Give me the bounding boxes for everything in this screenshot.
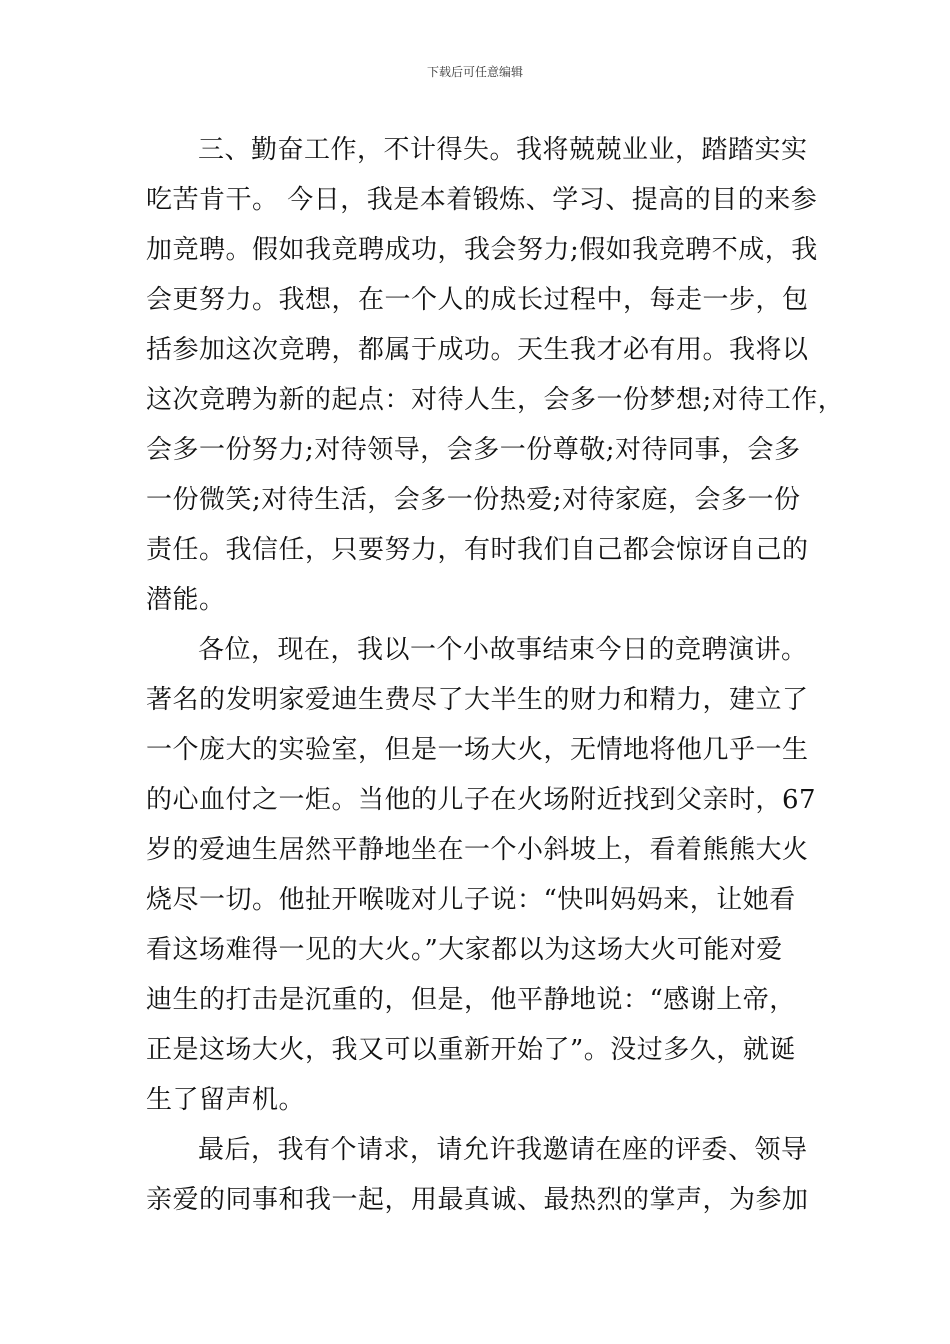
text-line: 看这场难得一见的大火。”大家都以为这场大火可能对爱	[146, 935, 783, 965]
text-line: 括参加这次竞聘，都属于成功。天生我才必有用。我将以	[146, 335, 809, 365]
text-line: 著名的发明家爱迪生费尽了大半生的财力和精力，建立了	[146, 685, 809, 715]
text-line: 的心血付之一炬。当他的儿子在火场附近找到父亲时，67	[146, 785, 817, 815]
page-header: 下载后可任意编辑	[426, 65, 523, 79]
text-line: 一个庞大的实验室，但是一场大火，无情地将他几乎一生	[146, 735, 809, 765]
text-line: 会多一份努力;对待领导，会多一份尊敬;对待同事，会多	[146, 435, 801, 465]
text-line: 烧尽一切。他扯开喉咙对儿子说：“快叫妈妈来，让她看	[146, 885, 796, 915]
paragraph-2	[146, 625, 816, 1125]
text-line: 会更努力。我想，在一个人的成长过程中，每走一步，包	[146, 285, 809, 315]
text-line: 岁的爱迪生居然平静地坐在一个小斜坡上，看着熊熊大火	[146, 835, 809, 865]
text-line: 生了留声机。	[146, 1085, 306, 1115]
text-line: 这次竞聘为新的起点：对待人生，会多一份梦想;对待工作，	[146, 385, 845, 415]
text-line: 吃苦肯干。 今日，我是本着锻炼、学习、提高的目的来参	[146, 185, 818, 215]
text-line: 最后，我有个请求，请允许我邀请在座的评委、领导	[198, 1135, 808, 1165]
text-line: 各位，现在，我以一个小故事结束今日的竞聘演讲。	[198, 635, 808, 665]
text-line: 一份微笑;对待生活，会多一份热爱;对待家庭，会多一份	[146, 485, 801, 515]
text-line: 正是这场大火，我又可以重新开始了”。没过多久，就诞	[146, 1035, 796, 1065]
text-line: 责任。我信任，只要努力，有时我们自己都会惊讶自己的	[146, 535, 809, 565]
text-line: 潜能。	[146, 585, 226, 615]
text-line: 亲爱的同事和我一起，用最真诚、最热烈的掌声，为参加	[146, 1185, 809, 1215]
text-line: 迪生的打击是沉重的，但是，他平静地说：“感谢上帝，	[146, 985, 796, 1015]
text-line: 加竞聘。假如我竞聘成功，我会努力;假如我竞聘不成，我	[146, 235, 818, 265]
paragraph-3	[146, 1125, 816, 1225]
document-body	[146, 125, 845, 1225]
text-line: 三、勤奋工作，不计得失。我将兢兢业业，踏踏实实	[198, 135, 808, 165]
paragraph-1	[146, 125, 845, 625]
